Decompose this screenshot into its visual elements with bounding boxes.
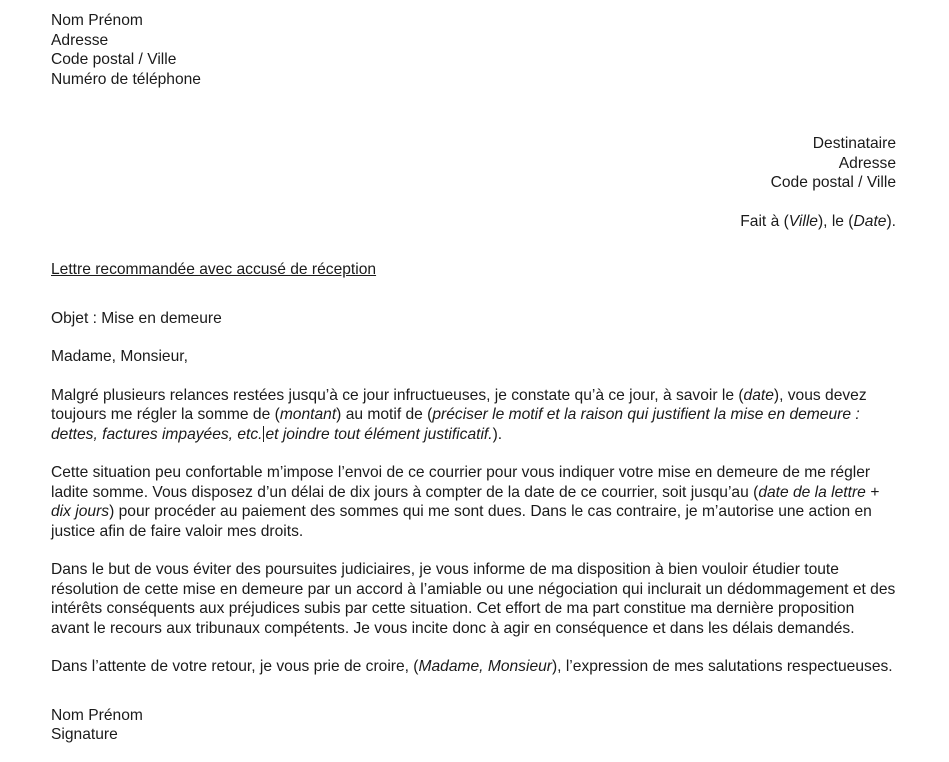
- letter-page: [51, 11, 896, 745]
- recipient-block: [51, 134, 896, 193]
- closing-signature: Signature: [51, 726, 118, 743]
- paragraph-1-italic-reason: préciser le motif et la raison qui justifient la mise en demeure : dettes, factures impayées, etc.: [51, 406, 860, 443]
- paragraph-1-italic-amount: montant: [279, 406, 337, 423]
- date-line-date: Date: [853, 212, 887, 230]
- date-line-middle: ), le (: [817, 212, 854, 230]
- sender-city: Code postal / Ville: [51, 51, 177, 68]
- paragraph-1-italic-attachments: et joindre tout élément justificatif.: [265, 425, 493, 443]
- recipient-city: Code postal / Ville: [770, 174, 896, 191]
- paragraph-4: [51, 657, 896, 677]
- paragraph-1: [51, 386, 896, 445]
- paragraph-2-italic-deadline: date de la lettre + dix jours: [51, 483, 880, 520]
- registered-mail-notice: Lettre recommandée avec accusé de réception: [51, 261, 377, 278]
- paragraph-1-italic-date: date: [743, 386, 774, 404]
- paragraph-4-text-2: ), l’expression de mes salutations respectueuses.: [551, 658, 893, 675]
- paragraph-1-text-3: ) au motif de (: [336, 406, 433, 423]
- closing-block: [51, 706, 896, 745]
- paragraph-4-italic-title: Madame, Monsieur: [418, 658, 552, 675]
- closing-name: Nom Prénom: [51, 706, 143, 724]
- paragraph-1-text-1: Malgré plusieurs relances restées jusqu’à ce jour infructueuses, je constate qu’à ce jour, à savoir le (: [51, 386, 744, 404]
- paragraph-2: [51, 463, 896, 541]
- paragraph-2-text-2: ) pour procéder au paiement des sommes qui me sont dues. Dans le cas contraire, je m’autorise une action en justice afin de faire valoir mes droits.: [51, 503, 872, 540]
- recipient-name: Destinataire: [812, 135, 896, 152]
- date-line-prefix: Fait à (: [740, 212, 789, 230]
- sender-block: [51, 11, 896, 89]
- salutation: Madame, Monsieur,: [51, 348, 188, 365]
- letter-object: Objet : Mise en demeure: [51, 309, 222, 327]
- sender-name: Nom Prénom: [51, 12, 143, 29]
- sender-phone: Numéro de téléphone: [51, 70, 201, 88]
- date-line-city: Ville: [788, 212, 818, 230]
- sender-address: Adresse: [51, 31, 109, 49]
- paragraph-1-text-2: ), vous devez toujours me régler la somme de (: [51, 386, 867, 423]
- date-line-suffix: ).: [886, 212, 896, 230]
- paragraph-4-text-1: Dans l’attente de votre retour, je vous prie de croire, (: [51, 658, 419, 675]
- paragraph-2-text-1: Cette situation peu confortable m’impose l’envoi de ce courrier pour vous indiquer votre mise en demeure de me régler ladite somme. Vous disposez d’un délai de dix jours à compter de la date de ce courrier, soit jusqu’au (: [51, 464, 871, 501]
- paragraph-3: Dans le but de vous éviter des poursuites judiciaires, je vous informe de ma disposition à bien vouloir étudier toute résolution de cette mise en demeure par un accord à l’amiable ou une négociation qui inclurait un dédommagement et des intérêts conséquents aux préjudices subis par cette situation. Cet effort de ma part constitue ma dernière proposition avant le recours aux tribunaux compétents. Je vous incite donc à agir en conséquence et dans les délais demandés.: [51, 561, 896, 637]
- date-line: [51, 212, 896, 232]
- paragraph-1-text-4: ).: [492, 425, 503, 443]
- recipient-address: Adresse: [838, 154, 896, 172]
